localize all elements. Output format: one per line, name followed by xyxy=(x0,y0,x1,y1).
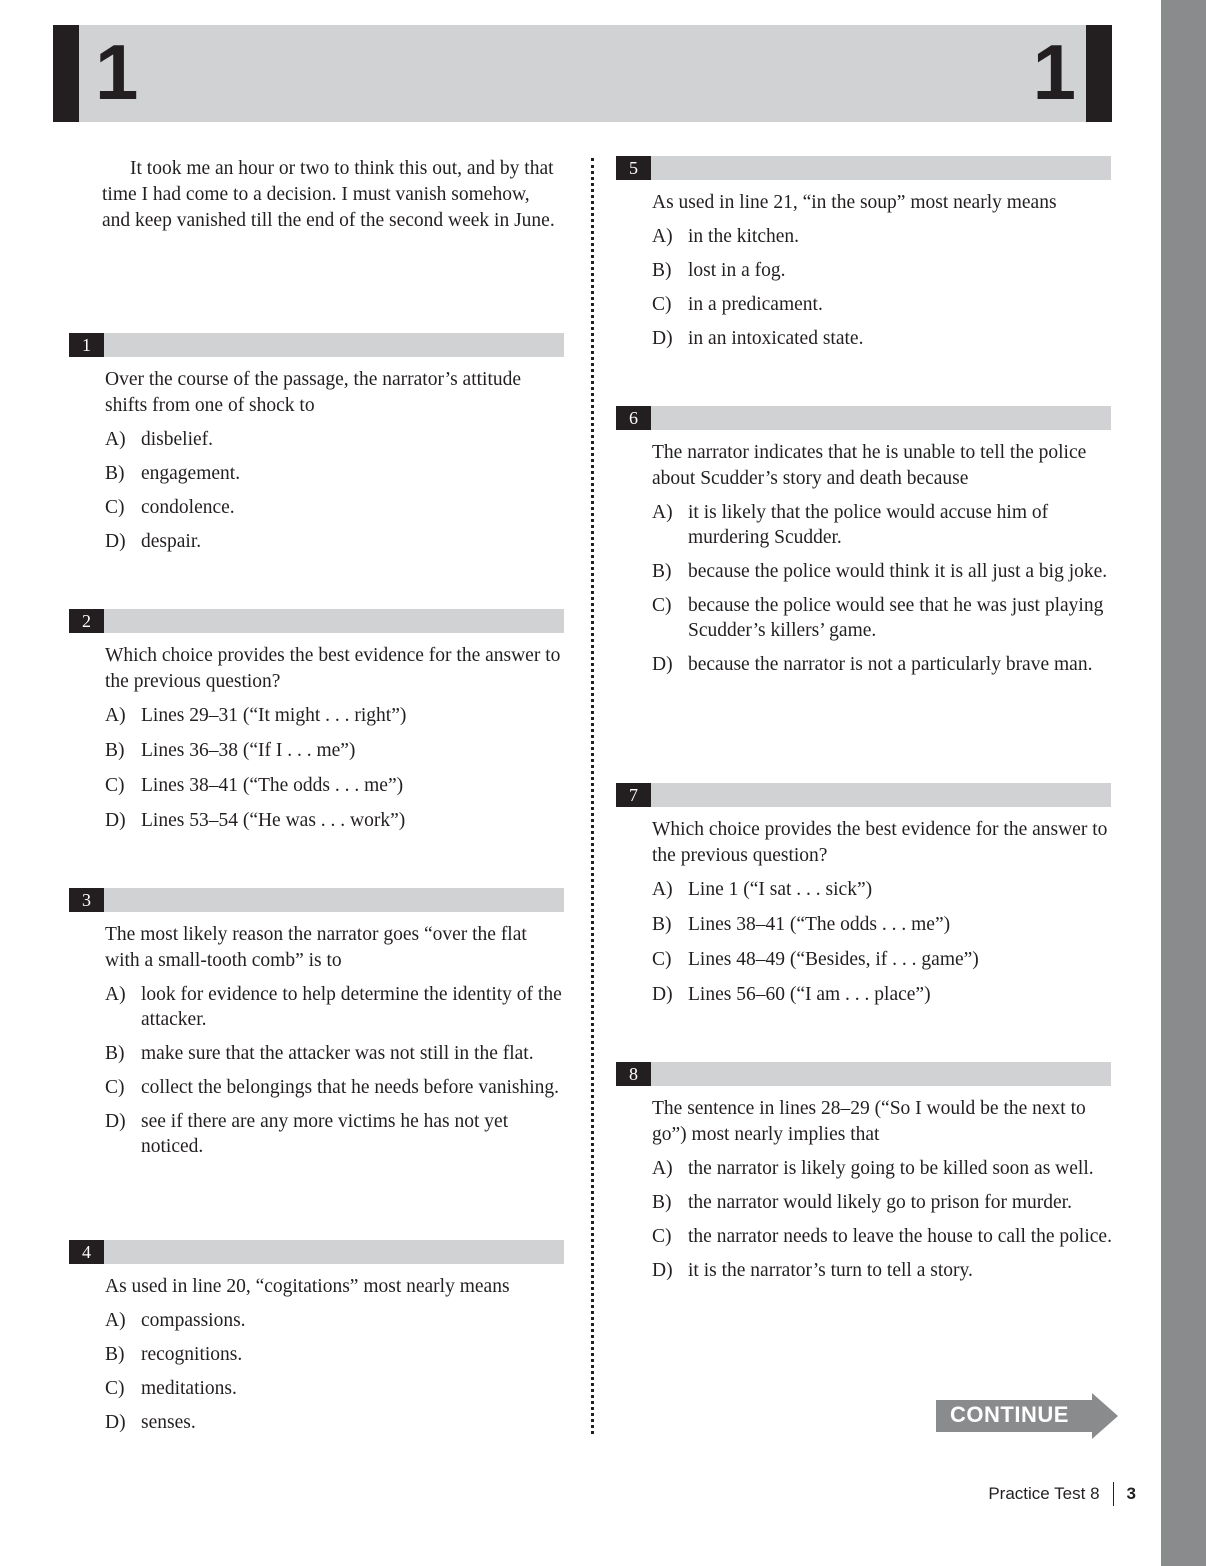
question-stem: Which choice provides the best evidence for the answer to the previous question? xyxy=(105,645,561,692)
question-header xyxy=(69,333,564,357)
question-block xyxy=(69,1240,565,1444)
choice-text: Line 1 (“I sat . . . sick”) xyxy=(688,879,873,900)
answer-choices xyxy=(652,877,1112,1007)
question-stem: The most likely reason the narrator goes “over the flat with a small-tooth comb” is to xyxy=(105,924,527,971)
choice-text: the narrator needs to leave the house to call the police. xyxy=(688,1226,1112,1247)
answer-choices xyxy=(105,703,565,833)
answer-choice[interactable] xyxy=(105,495,565,520)
choice-letter: B) xyxy=(652,260,672,281)
answer-choice[interactable] xyxy=(105,1308,565,1333)
choice-letter: B) xyxy=(105,740,125,761)
page-edge-strip xyxy=(1161,0,1206,1566)
choice-text: Lines 29–31 (“It might . . . right”) xyxy=(141,705,407,726)
footer-separator xyxy=(1113,1482,1114,1506)
choice-text: look for evidence to help determine the identity of the attacker. xyxy=(141,984,562,1030)
answer-choice[interactable] xyxy=(105,1075,565,1100)
choice-letter: A) xyxy=(105,705,126,726)
question-header xyxy=(616,1062,1111,1086)
question-number: 4 xyxy=(69,1240,104,1264)
choice-text: lost in a fog. xyxy=(688,260,786,281)
choice-letter: C) xyxy=(105,1077,125,1098)
section-number-left: 1 xyxy=(95,28,139,116)
answer-choice[interactable] xyxy=(652,593,1112,643)
question-stem: As used in line 21, “in the soup” most nearly means xyxy=(652,192,1057,213)
choice-letter: C) xyxy=(652,949,672,970)
question-block xyxy=(616,156,1112,360)
passage-text: It took me an hour or two to think this out, and by that time I had come to a decision. I must vanish somehow, and keep vanished till the end of the second week in June. xyxy=(102,158,555,231)
question-header xyxy=(69,1240,564,1264)
choice-letter: A) xyxy=(652,1158,673,1179)
answer-choice[interactable] xyxy=(652,500,1112,550)
answer-choice[interactable] xyxy=(652,224,1112,249)
answer-choice[interactable] xyxy=(105,1109,565,1159)
choice-text: see if there are any more victims he has not yet noticed. xyxy=(141,1111,509,1157)
answer-choice[interactable] xyxy=(652,258,1112,283)
choice-letter: C) xyxy=(105,1378,125,1399)
choice-text: in a predicament. xyxy=(688,294,823,315)
answer-choices xyxy=(105,427,565,554)
choice-letter: A) xyxy=(105,1310,126,1331)
choice-letter: D) xyxy=(105,1111,126,1132)
answer-choice[interactable] xyxy=(652,1258,1112,1283)
question-block xyxy=(69,609,565,843)
choice-text: because the narrator is not a particularly brave man. xyxy=(688,654,1093,675)
answer-choice[interactable] xyxy=(105,738,565,763)
choice-text: Lines 48–49 (“Besides, if . . . game”) xyxy=(688,949,979,970)
choice-letter: B) xyxy=(105,463,125,484)
choice-text: because the police would see that he was just playing Scudder’s killers’ game. xyxy=(688,595,1104,641)
answer-choice[interactable] xyxy=(105,461,565,486)
choice-text: the narrator is likely going to be killed soon as well. xyxy=(688,1158,1094,1179)
choice-text: in an intoxicated state. xyxy=(688,328,864,349)
answer-choice[interactable] xyxy=(105,703,565,728)
answer-choices xyxy=(652,224,1112,351)
answer-choice[interactable] xyxy=(652,1190,1112,1215)
answer-choice[interactable] xyxy=(652,1156,1112,1181)
choice-letter: B) xyxy=(652,914,672,935)
question-header xyxy=(69,609,564,633)
continue-label: CONTINUE xyxy=(950,1402,1069,1427)
answer-choices xyxy=(652,1156,1112,1283)
question-number: 3 xyxy=(69,888,104,912)
choice-text: collect the belongings that he needs before vanishing. xyxy=(141,1077,560,1098)
choice-letter: D) xyxy=(105,1412,126,1433)
choice-text: because the police would think it is all just a big joke. xyxy=(688,561,1108,582)
section-marker-left xyxy=(53,25,79,122)
answer-choice[interactable] xyxy=(105,808,565,833)
answer-choice[interactable] xyxy=(652,947,1112,972)
question-stem: The narrator indicates that he is unable to tell the police about Scudder’s story and death because xyxy=(652,442,1087,489)
question-number: 5 xyxy=(616,156,651,180)
choice-letter: D) xyxy=(105,810,126,831)
choice-text: it is likely that the police would accuse him of murdering Scudder. xyxy=(688,502,1049,548)
answer-choice[interactable] xyxy=(105,427,565,452)
choice-text: the narrator would likely go to prison for murder. xyxy=(688,1192,1072,1213)
answer-choice[interactable] xyxy=(652,559,1112,584)
question-header xyxy=(69,888,564,912)
question-header xyxy=(616,406,1111,430)
question-header xyxy=(616,156,1111,180)
choice-text: despair. xyxy=(141,531,202,552)
choice-text: condolence. xyxy=(141,497,235,518)
choice-text: engagement. xyxy=(141,463,241,484)
choice-text: meditations. xyxy=(141,1378,237,1399)
choice-text: it is the narrator’s turn to tell a story. xyxy=(688,1260,973,1281)
question-number: 8 xyxy=(616,1062,651,1086)
choice-letter: C) xyxy=(652,294,672,315)
choice-text: Lines 53–54 (“He was . . . work”) xyxy=(141,810,406,831)
footer-test-name: Practice Test 8 xyxy=(988,1484,1100,1503)
question-block xyxy=(69,333,565,563)
choice-letter: A) xyxy=(105,984,126,1005)
question-block xyxy=(616,1062,1112,1292)
answer-choice[interactable] xyxy=(105,1041,565,1066)
answer-choice[interactable] xyxy=(652,1224,1112,1249)
choice-letter: D) xyxy=(652,654,673,675)
answer-choice[interactable] xyxy=(652,982,1112,1007)
choice-letter: A) xyxy=(652,226,673,247)
question-stem: Over the course of the passage, the narrator’s attitude shifts from one of shock to xyxy=(105,369,522,416)
question-stem: The sentence in lines 28–29 (“So I would be the next to go”) most nearly implies that xyxy=(652,1098,1086,1145)
choice-text: Lines 56–60 (“I am . . . place”) xyxy=(688,984,931,1005)
choice-letter: A) xyxy=(105,429,126,450)
choice-text: senses. xyxy=(141,1412,196,1433)
choice-text: disbelief. xyxy=(141,429,214,450)
question-stem: Which choice provides the best evidence for the answer to the previous question? xyxy=(652,819,1108,866)
question-number: 7 xyxy=(616,783,651,807)
choice-letter: C) xyxy=(652,1226,672,1247)
choice-text: in the kitchen. xyxy=(688,226,800,247)
section-header xyxy=(53,25,1112,122)
choice-text: recognitions. xyxy=(141,1344,243,1365)
choice-letter: A) xyxy=(652,879,673,900)
question-header xyxy=(616,783,1111,807)
question-stem: As used in line 20, “cogitations” most nearly means xyxy=(105,1276,510,1297)
answer-choice[interactable] xyxy=(105,773,565,798)
answer-choices xyxy=(652,500,1112,677)
question-number: 6 xyxy=(616,406,651,430)
footer-page-number: 3 xyxy=(1126,1484,1136,1503)
question-number: 1 xyxy=(69,333,104,357)
choice-text: Lines 36–38 (“If I . . . me”) xyxy=(141,740,356,761)
choice-letter: A) xyxy=(652,502,673,523)
section-marker-right xyxy=(1086,25,1112,122)
question-block xyxy=(69,888,565,1168)
question-number: 2 xyxy=(69,609,104,633)
choice-letter: B) xyxy=(652,561,672,582)
choice-letter: D) xyxy=(652,328,673,349)
question-block xyxy=(616,783,1112,1017)
choice-letter: B) xyxy=(105,1043,125,1064)
choice-letter: D) xyxy=(652,1260,673,1281)
column-divider xyxy=(591,158,594,1434)
question-block xyxy=(616,406,1112,686)
answer-choice[interactable] xyxy=(652,912,1112,937)
choice-text: Lines 38–41 (“The odds . . . me”) xyxy=(688,914,951,935)
choice-letter: C) xyxy=(652,595,672,616)
choice-letter: B) xyxy=(105,1344,125,1365)
section-number-right: 1 xyxy=(1032,28,1076,116)
page-footer xyxy=(988,1481,1136,1507)
answer-choice[interactable] xyxy=(105,1410,565,1435)
choice-text: Lines 38–41 (“The odds . . . me”) xyxy=(141,775,404,796)
choice-letter: C) xyxy=(105,497,125,518)
answer-choice[interactable] xyxy=(652,326,1112,351)
answer-choice[interactable] xyxy=(652,877,1112,902)
answer-choices xyxy=(105,1308,565,1435)
continue-button[interactable] xyxy=(936,1393,1118,1439)
choice-letter: D) xyxy=(105,531,126,552)
answer-choice[interactable] xyxy=(105,529,565,554)
answer-choices xyxy=(105,982,565,1159)
answer-choice[interactable] xyxy=(652,652,1112,677)
choice-text: compassions. xyxy=(141,1310,246,1331)
choice-letter: C) xyxy=(105,775,125,796)
choice-letter: D) xyxy=(652,984,673,1005)
answer-choice[interactable] xyxy=(105,1342,565,1367)
answer-choice[interactable] xyxy=(652,292,1112,317)
answer-choice[interactable] xyxy=(105,1376,565,1401)
choice-letter: B) xyxy=(652,1192,672,1213)
choice-text: make sure that the attacker was not still in the flat. xyxy=(141,1043,534,1064)
answer-choice[interactable] xyxy=(105,982,565,1032)
